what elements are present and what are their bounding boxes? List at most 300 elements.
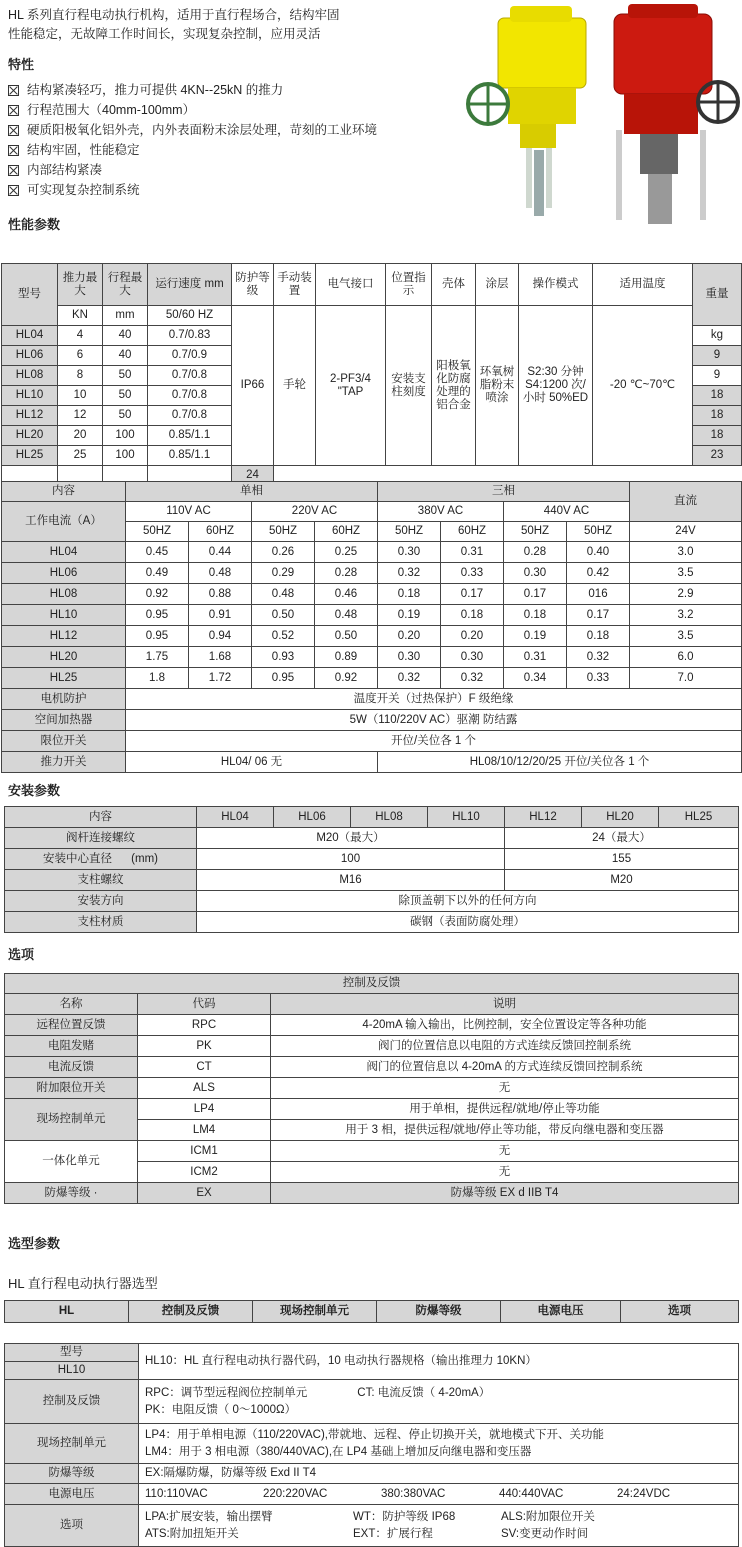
table-cell: 24 xyxy=(232,466,274,486)
table-cell: 除顶盖朝下以外的任何方向 xyxy=(197,891,739,912)
table-cell: HL04 xyxy=(197,807,274,828)
table-cell: 阀杆连接螺纹 xyxy=(5,828,197,849)
table-cell: 防爆等级 EX d IIB T4 xyxy=(271,1183,739,1204)
text: 硬质阳极氧化铝外壳，内外表面粉末涂层处理，苛刻的工业环境 xyxy=(27,123,378,137)
table-cell: 现场控制单元 xyxy=(5,1424,139,1464)
table-cell: 工作电流（A） xyxy=(2,502,126,542)
table-row xyxy=(2,542,742,563)
table-cell: 0.29 xyxy=(252,563,315,584)
table-row xyxy=(5,1057,739,1078)
table-cell: 0.18 xyxy=(441,605,504,626)
table-cell: 0.93 xyxy=(252,647,315,668)
table-cell: 50HZ xyxy=(504,522,567,542)
table-cell: 1.8 xyxy=(126,668,189,689)
table-cell: HL06 xyxy=(2,563,126,584)
table-cell: 50HZ xyxy=(252,522,315,542)
table-cell: 0.30 xyxy=(378,647,441,668)
table-row xyxy=(2,689,742,710)
table-cell: 0.94 xyxy=(189,626,252,647)
checkbox-icon xyxy=(8,165,19,176)
table-cell: 0.85/1.1 xyxy=(148,446,232,466)
table-cell: 无 xyxy=(271,1162,739,1183)
text: 结构紧凑轻巧，推力可提供 4KN--25kN 的推力 xyxy=(27,83,284,97)
table-cell: 型号 xyxy=(2,264,58,326)
table-cell: 0.95 xyxy=(126,626,189,647)
table-cell: 防护等级 xyxy=(232,264,274,306)
text: ALS:附加限位开关 xyxy=(501,1510,595,1523)
table-cell: 重量 xyxy=(693,264,742,326)
table-cell: 温度开关（过热保护）F 级绝缘 xyxy=(126,689,742,710)
table-cell: 18 xyxy=(693,406,742,426)
table-row xyxy=(2,668,742,689)
table-row xyxy=(5,1036,739,1057)
table-cell: 0.20 xyxy=(378,626,441,647)
table-cell: 内容 xyxy=(2,482,126,502)
table-row xyxy=(5,912,739,933)
feature-item xyxy=(8,140,438,160)
table-cell: 推力最大 xyxy=(58,264,103,306)
table-cell: LM4 xyxy=(138,1120,271,1141)
table-cell: 3.5 xyxy=(630,626,742,647)
table-row xyxy=(5,1015,739,1036)
table-cell: 单相 xyxy=(126,482,378,502)
table-cell: 电流反馈 xyxy=(5,1057,138,1078)
table-cell: 支柱螺纹 xyxy=(5,870,197,891)
table-cell: 代码 xyxy=(138,994,271,1015)
table-cell: 安装中心直径 (mm) xyxy=(5,849,197,870)
table-cell: 5W（110/220V AC）驱潮 防结露 xyxy=(126,710,742,731)
table-cell: 控制及反馈 xyxy=(5,974,739,994)
table-cell xyxy=(139,1380,739,1424)
table-cell: 0.31 xyxy=(504,647,567,668)
table-cell: 0.26 xyxy=(252,542,315,563)
table-cell: 1.72 xyxy=(189,668,252,689)
table-row xyxy=(2,647,742,668)
table-cell: HL10 xyxy=(2,605,126,626)
table-cell: HL25 xyxy=(2,668,126,689)
table-cell: 阳极氧化防腐处理的铝合金 xyxy=(432,306,476,466)
table-cell: 0.88 xyxy=(189,584,252,605)
feature-item xyxy=(8,160,438,180)
table-cell: 0.33 xyxy=(441,563,504,584)
table-cell: 支柱材质 xyxy=(5,912,197,933)
table-cell: 0.7/0.83 xyxy=(148,326,232,346)
table-cell: 440V AC xyxy=(504,502,630,522)
table-cell: 用于 3 相，提供远程/就地/停止等功能，带反向继电器和变压器 xyxy=(271,1120,739,1141)
text: ATS:附加扭矩开关 xyxy=(145,1527,239,1540)
text: 24:24VDC xyxy=(617,1487,671,1500)
table-cell: 0.18 xyxy=(504,605,567,626)
table-cell: 现场控制单元 xyxy=(253,1301,377,1323)
red-actuator-image xyxy=(614,4,738,224)
table-row xyxy=(5,1301,739,1323)
table-cell: ICM2 xyxy=(138,1162,271,1183)
table-cell: 100 xyxy=(197,849,505,870)
table-cell: 涂层 xyxy=(476,264,519,306)
table-cell: 016 xyxy=(567,584,630,605)
feature-item xyxy=(8,180,438,200)
table-cell: 空间加热器 xyxy=(2,710,126,731)
table-row xyxy=(5,1464,739,1484)
table-cell: HL12 xyxy=(2,406,58,426)
table-cell: 防爆等级 xyxy=(377,1301,501,1323)
table-cell: M20（最大） xyxy=(197,828,505,849)
table-cell: -20 ℃~70℃ xyxy=(593,306,693,466)
perf-table xyxy=(1,263,742,486)
table-cell: HL06 xyxy=(274,807,351,828)
features-title: 特性 xyxy=(8,57,35,72)
table-cell: 0.50 xyxy=(252,605,315,626)
table-cell: HL10：HL 直行程电动执行器代码，10 电动执行器规格（输出推理力 10KN） xyxy=(139,1344,739,1380)
table-cell: 无 xyxy=(271,1078,739,1099)
table-cell: 0.48 xyxy=(189,563,252,584)
table-cell: HL12 xyxy=(505,807,582,828)
table-cell: 9 xyxy=(693,346,742,366)
table-cell: 50 xyxy=(103,386,148,406)
table-cell: 24（最大） xyxy=(505,828,739,849)
table-cell: HL08 xyxy=(2,366,58,386)
text: 380:380VAC xyxy=(381,1487,446,1500)
table-row xyxy=(5,1344,739,1362)
text: 内部结构紧凑 xyxy=(27,163,103,177)
table-cell: 型号 xyxy=(5,1344,139,1362)
text: 结构牢固，性能稳定 xyxy=(27,143,140,157)
table-cell: 推力开关 xyxy=(2,752,126,773)
table-cell: 23 xyxy=(693,446,742,466)
text: WT：防护等级 IP68 xyxy=(353,1510,456,1523)
table-cell: 手动装置 xyxy=(274,264,316,306)
table-cell: 环氧树脂粉末喷涂 xyxy=(476,306,519,466)
table-cell: 电源电压 xyxy=(501,1301,621,1323)
table-cell: 1.75 xyxy=(126,647,189,668)
table-cell: 直流 xyxy=(630,482,742,522)
table-cell: 0.44 xyxy=(189,542,252,563)
table-cell: 0.19 xyxy=(504,626,567,647)
table-cell: 0.32 xyxy=(567,647,630,668)
table-cell: 0.33 xyxy=(567,668,630,689)
table-cell: 0.34 xyxy=(504,668,567,689)
yellow-actuator-image xyxy=(468,6,586,216)
table-cell: 40 xyxy=(103,326,148,346)
table-cell: HL08 xyxy=(2,584,126,605)
table-cell: M16 xyxy=(197,870,505,891)
table-cell: 380V AC xyxy=(378,502,504,522)
table-cell: 0.95 xyxy=(252,668,315,689)
table-cell: 0.30 xyxy=(504,563,567,584)
table-row xyxy=(5,974,739,994)
install-title: 安装参数 xyxy=(8,783,61,798)
table-cell: HL04 xyxy=(2,542,126,563)
table-cell: 0.48 xyxy=(315,605,378,626)
table-cell: EX xyxy=(138,1183,271,1204)
table-cell: 60HZ xyxy=(441,522,504,542)
table-cell: kg xyxy=(693,326,742,346)
table-cell: 名称 xyxy=(5,994,138,1015)
table-cell: 电阻发赌 xyxy=(5,1036,138,1057)
table-row xyxy=(5,1424,739,1464)
table-cell: 0.32 xyxy=(378,668,441,689)
table-cell: 9 xyxy=(693,366,742,386)
table-cell: 防爆等级 xyxy=(5,1464,139,1484)
table-cell: 50 xyxy=(103,406,148,426)
text: 行程范围大（40mm-100mm） xyxy=(27,103,196,117)
table-cell: 0.25 xyxy=(315,542,378,563)
table-cell: 远程位置反馈 xyxy=(5,1015,138,1036)
table-cell: 0.30 xyxy=(441,647,504,668)
table-cell: 25 xyxy=(58,446,103,466)
table-row xyxy=(2,710,742,731)
table-cell: 碳钢（表面防腐处理） xyxy=(197,912,739,933)
table-cell: 18 xyxy=(693,426,742,446)
table-cell: 0.28 xyxy=(504,542,567,563)
checkbox-icon xyxy=(8,185,19,196)
table-cell: 电源电压 xyxy=(5,1484,139,1505)
table-cell: RPC xyxy=(138,1015,271,1036)
intro-line-2: 性能稳定，无故障工作时间长，实现复杂控制，应用灵活 xyxy=(8,27,321,41)
table-cell: 6 xyxy=(58,346,103,366)
table-cell: HL25 xyxy=(2,446,58,466)
table-cell: ALS xyxy=(138,1078,271,1099)
table-cell: HL04/ 06 无 xyxy=(126,752,378,773)
table-cell: 控制及反馈 xyxy=(129,1301,253,1323)
table-cell: 60HZ xyxy=(189,522,252,542)
feature-item xyxy=(8,80,438,100)
table-cell: 3.0 xyxy=(630,542,742,563)
table-cell: 0.7/0.9 xyxy=(148,346,232,366)
table-cell: 4 xyxy=(58,326,103,346)
table-cell xyxy=(139,1484,739,1505)
table-cell: 6.0 xyxy=(630,647,742,668)
table-cell: 三相 xyxy=(378,482,630,502)
text: PK：电阻反馈（ 0～1000Ω） xyxy=(145,1403,297,1416)
table-cell: mm xyxy=(103,306,148,326)
table-cell xyxy=(139,1424,739,1464)
install-table xyxy=(4,806,739,933)
table-cell: 安装支柱刻度 xyxy=(386,306,432,466)
table-cell: 50/60 HZ xyxy=(148,306,232,326)
table-cell: 0.40 xyxy=(567,542,630,563)
table-cell: 155 xyxy=(505,849,739,870)
table-cell: HL08/10/12/20/25 开位/关位各 1 个 xyxy=(378,752,742,773)
table-row xyxy=(2,605,742,626)
table-cell: 0.42 xyxy=(567,563,630,584)
current-table xyxy=(1,481,742,773)
table-cell: 50HZ xyxy=(378,522,441,542)
intro-text xyxy=(8,6,428,44)
table-row xyxy=(2,306,742,326)
table-cell: 无 xyxy=(271,1141,739,1162)
table-cell: 0.50 xyxy=(315,626,378,647)
table-cell: 手轮 xyxy=(274,306,316,466)
table-cell: 0.49 xyxy=(126,563,189,584)
table-cell: 附加限位开关 xyxy=(5,1078,138,1099)
table-cell: 50HZ xyxy=(126,522,189,542)
table-row xyxy=(5,994,739,1015)
table-cell: 操作模式 xyxy=(519,264,593,306)
table-cell: HL12 xyxy=(2,626,126,647)
table-cell: 0.30 xyxy=(378,542,441,563)
table-cell: 选项 xyxy=(621,1301,739,1323)
table-cell: 运行速度 mm xyxy=(148,264,232,306)
table-cell: 行程最大 xyxy=(103,264,148,306)
table-cell: 一体化单元 xyxy=(5,1141,138,1183)
table-row xyxy=(2,752,742,773)
table-cell: 60HZ xyxy=(315,522,378,542)
table-cell: 0.85/1.1 xyxy=(148,426,232,446)
table-cell: 0.92 xyxy=(315,668,378,689)
table-cell: 0.91 xyxy=(189,605,252,626)
table-row xyxy=(5,891,739,912)
perf-title: 性能参数 xyxy=(8,217,61,232)
table-cell: PK xyxy=(138,1036,271,1057)
table-cell: 位置指示 xyxy=(386,264,432,306)
table-cell: KN xyxy=(58,306,103,326)
table-cell: IP66 xyxy=(232,306,274,466)
table-cell: 0.89 xyxy=(315,647,378,668)
table-cell: 适用温度 xyxy=(593,264,693,306)
text: LPA:扩展安装，输出摆臂 xyxy=(145,1510,273,1523)
table-cell: 0.17 xyxy=(441,584,504,605)
table-cell: ICM1 xyxy=(138,1141,271,1162)
text: CT: 电流反馈（ 4-20mA） xyxy=(357,1386,491,1399)
table-cell: S2:30 分钟 S4:1200 次/小时 50%ED xyxy=(519,306,593,466)
table-cell: 电气接口 xyxy=(316,264,386,306)
table-row xyxy=(5,1505,739,1547)
table-cell: 0.20 xyxy=(441,626,504,647)
table-cell: 2-PF3/4 "TAP xyxy=(316,306,386,466)
table-row xyxy=(2,482,742,502)
table-cell: 限位开关 xyxy=(2,731,126,752)
table-cell: 0.48 xyxy=(252,584,315,605)
table-row xyxy=(5,828,739,849)
table-row xyxy=(5,1141,739,1162)
table-cell: 3.2 xyxy=(630,605,742,626)
table-cell: 2.9 xyxy=(630,584,742,605)
table-cell: HL25 xyxy=(659,807,739,828)
table-cell: 0.17 xyxy=(504,584,567,605)
table-cell: 阀门的位置信息以电阻的方式连续反馈回控制系统 xyxy=(271,1036,739,1057)
table-cell: 3.5 xyxy=(630,563,742,584)
table-cell: 0.95 xyxy=(126,605,189,626)
table-cell: 0.7/0.8 xyxy=(148,386,232,406)
table-cell: 开位/关位各 1 个 xyxy=(126,731,742,752)
table-cell: 0.28 xyxy=(315,563,378,584)
table-cell: 1.68 xyxy=(189,647,252,668)
table-cell: 110V AC xyxy=(126,502,252,522)
table-cell: 4-20mA 输入输出，比例控制，安全位置设定等各种功能 xyxy=(271,1015,739,1036)
checkbox-icon xyxy=(8,145,19,156)
table-cell: 0.18 xyxy=(378,584,441,605)
table-cell: 0.19 xyxy=(378,605,441,626)
table-cell: HL06 xyxy=(2,346,58,366)
table-cell: 220V AC xyxy=(252,502,378,522)
table-cell: 50HZ xyxy=(567,522,630,542)
table-cell: 控制及反馈 xyxy=(5,1380,139,1424)
table-cell: 0.32 xyxy=(378,563,441,584)
table-cell: 20 xyxy=(58,426,103,446)
intro-line-1: HL 系列直行程电动执行机构，适用于直行程场合，结构牢固 xyxy=(8,8,340,22)
text: 110:110VAC xyxy=(145,1487,208,1500)
selection-table xyxy=(4,1343,739,1547)
table-row xyxy=(2,563,742,584)
table-cell: 壳体 xyxy=(432,264,476,306)
table-cell: 阀门的位置信息以 4-20mA 的方式连续反馈回控制系统 xyxy=(271,1057,739,1078)
table-row xyxy=(2,584,742,605)
selection-title: 选型参数 xyxy=(8,1236,61,1251)
table-cell: 现场控制单元 xyxy=(5,1099,138,1141)
table-row xyxy=(5,870,739,891)
table-cell: 0.46 xyxy=(315,584,378,605)
feature-item xyxy=(8,100,438,120)
table-cell: HL04 xyxy=(2,326,58,346)
text: RPC：调节型远程阀位控制单元 xyxy=(145,1386,308,1399)
table-cell: 选项 xyxy=(5,1505,139,1547)
table-cell: M20 xyxy=(505,870,739,891)
table-cell: 40 xyxy=(103,346,148,366)
table-row xyxy=(5,1183,739,1204)
options-table xyxy=(4,973,739,1204)
features-list xyxy=(8,80,438,200)
table-cell: 电机防护 xyxy=(2,689,126,710)
table-cell: HL10 xyxy=(428,807,505,828)
table-cell: 0.7/0.8 xyxy=(148,406,232,426)
feature-item xyxy=(8,120,438,140)
table-cell: HL10 xyxy=(2,386,58,406)
text: 可实现复杂控制系统 xyxy=(27,183,140,197)
checkbox-icon xyxy=(8,105,19,116)
table-cell: 0.18 xyxy=(567,626,630,647)
table-row xyxy=(5,1099,739,1120)
table-cell: 50 xyxy=(103,366,148,386)
table-cell: LP4 xyxy=(138,1099,271,1120)
table-cell: 10 xyxy=(58,386,103,406)
text: EXT：扩展行程 xyxy=(353,1527,433,1540)
table-row xyxy=(5,1380,739,1424)
table-cell xyxy=(139,1505,739,1547)
table-cell: EX:隔爆防爆，防爆等级 Exd II T4 xyxy=(139,1464,739,1484)
options-title: 选项 xyxy=(8,947,35,962)
table-cell: 0.92 xyxy=(126,584,189,605)
table-row xyxy=(5,807,739,828)
table-row xyxy=(5,1078,739,1099)
text: LP4：用于单相电源（110/220VAC),带就地、远程、停止切换开关，就地模式下开、关功能 xyxy=(145,1428,604,1441)
table-row xyxy=(2,731,742,752)
table-cell: HL xyxy=(5,1301,129,1323)
table-cell: 安装方向 xyxy=(5,891,197,912)
table-row xyxy=(2,264,742,306)
table-cell: HL10 xyxy=(5,1362,139,1380)
table-cell: HL08 xyxy=(351,807,428,828)
checkbox-icon xyxy=(8,125,19,136)
table-cell: 用于单相，提供远程/就地/停止等功能 xyxy=(271,1099,739,1120)
table-row xyxy=(2,626,742,647)
text: SV:变更动作时间 xyxy=(501,1527,589,1540)
selection-subtitle: HL 直行程电动执行器选型 xyxy=(8,1276,158,1291)
table-cell: 内容 xyxy=(5,807,197,828)
table-cell: HL20 xyxy=(2,647,126,668)
table-cell: 0.7/0.8 xyxy=(148,366,232,386)
table-row xyxy=(5,1484,739,1505)
text: 440:440VAC xyxy=(499,1487,564,1500)
table-cell: 8 xyxy=(58,366,103,386)
table-cell: 12 xyxy=(58,406,103,426)
table-cell: 7.0 xyxy=(630,668,742,689)
table-cell: 0.17 xyxy=(567,605,630,626)
table-cell: 0.45 xyxy=(126,542,189,563)
text: 220:220VAC xyxy=(263,1487,328,1500)
table-cell: 0.52 xyxy=(252,626,315,647)
table-cell: CT xyxy=(138,1057,271,1078)
